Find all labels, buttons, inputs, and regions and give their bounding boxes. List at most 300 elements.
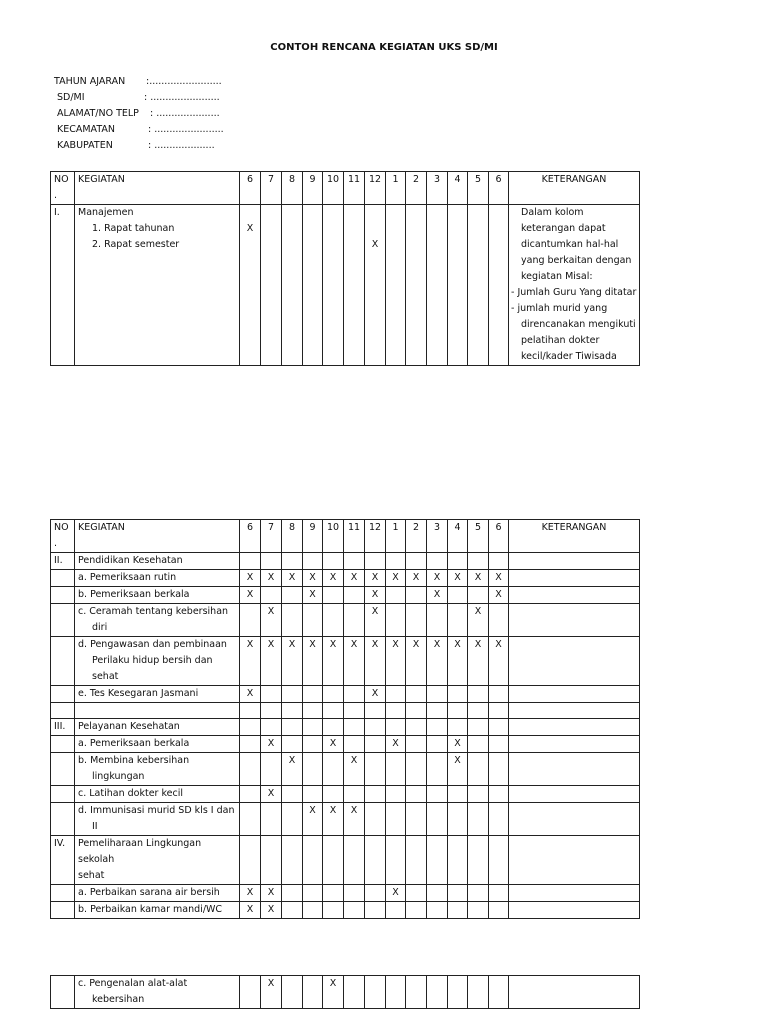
month-cell: X <box>240 902 261 919</box>
mark <box>489 221 508 237</box>
month-cell <box>282 604 303 637</box>
section-row <box>51 719 640 736</box>
row-keterangan <box>509 836 640 885</box>
month-cell <box>303 553 323 570</box>
header-month: 12 <box>365 520 386 553</box>
month-cell: X <box>240 570 261 587</box>
row-kegiatan <box>75 570 240 587</box>
row-text: a. Pemeriksaan rutin <box>78 572 177 583</box>
month-cell <box>427 902 448 919</box>
month-cell <box>406 719 427 736</box>
month-cell <box>448 902 468 919</box>
blank-line <box>468 205 488 221</box>
month-cell <box>303 753 323 786</box>
month-cell <box>468 902 489 919</box>
month-cell <box>303 719 323 736</box>
month-cell <box>261 553 282 570</box>
month-cell <box>261 836 282 885</box>
header-month: 9 <box>303 172 323 205</box>
month-cell <box>365 836 386 885</box>
month-cell <box>344 902 365 919</box>
month-cell <box>282 786 303 803</box>
mark <box>344 237 364 253</box>
row-text: b. Perbaikan kamar mandi/WC <box>78 904 223 915</box>
month-cell <box>282 553 303 570</box>
header-month: 6 <box>240 172 261 205</box>
month-cell <box>323 703 344 719</box>
header-no-dot: . <box>54 190 58 201</box>
row-text: d. Pengawasan dan pembinaan <box>78 639 227 650</box>
mark <box>448 221 467 237</box>
month-cell <box>303 836 323 885</box>
month-cell: X <box>303 803 323 836</box>
month-cell <box>448 686 468 703</box>
blank-line <box>448 205 467 221</box>
row-no <box>51 803 75 836</box>
month-cell: X <box>344 637 365 686</box>
month-cell: X <box>261 570 282 587</box>
month-cell: X <box>303 570 323 587</box>
row-keterangan <box>509 553 640 570</box>
keterangan-line: pelatihan dokter <box>521 335 600 346</box>
month-cell <box>365 803 386 836</box>
row-no: IV. <box>51 836 75 885</box>
month-cell: X <box>344 753 365 786</box>
month-cell <box>406 553 427 570</box>
month-cell <box>323 553 344 570</box>
month-cell <box>261 703 282 719</box>
month-cell <box>427 686 448 703</box>
month-cell <box>303 976 323 1009</box>
info-value: : ..................... <box>150 108 220 119</box>
table-row <box>51 976 640 1009</box>
month-cell: X <box>365 587 386 604</box>
table-row <box>51 736 640 753</box>
header-month: 12 <box>365 172 386 205</box>
month-cell <box>386 587 406 604</box>
month-cell: X <box>240 686 261 703</box>
month-cell: X <box>489 587 509 604</box>
blank-line <box>282 205 302 221</box>
month-cell <box>386 902 406 919</box>
month-cell: X <box>468 570 489 587</box>
row-kegiatan <box>75 803 240 836</box>
month-cell <box>427 604 448 637</box>
month-cell <box>365 902 386 919</box>
mark <box>303 237 322 253</box>
month-cell <box>282 836 303 885</box>
month-cell <box>344 836 365 885</box>
month-cell <box>489 719 509 736</box>
month-cell <box>365 719 386 736</box>
mark <box>282 221 302 237</box>
month-cell <box>406 902 427 919</box>
month-cell: X <box>323 803 344 836</box>
month-cell <box>386 553 406 570</box>
header-row <box>51 172 640 205</box>
month-cell <box>303 902 323 919</box>
month-cell <box>261 587 282 604</box>
month-cell <box>240 803 261 836</box>
month-cell <box>323 753 344 786</box>
mark <box>386 237 405 253</box>
blank-row <box>51 703 640 719</box>
month-cell <box>282 803 303 836</box>
month-cell <box>282 736 303 753</box>
month-cell <box>468 553 489 570</box>
month-cell <box>468 976 489 1009</box>
month-cell: X <box>427 570 448 587</box>
row-no <box>51 736 75 753</box>
row-no <box>51 786 75 803</box>
header-month: 4 <box>448 520 468 553</box>
row-kegiatan <box>75 753 240 786</box>
month-cell: X <box>323 637 344 686</box>
month-cell <box>282 587 303 604</box>
month-cell <box>240 604 261 637</box>
row-keterangan <box>509 703 640 719</box>
month-cell <box>448 205 468 366</box>
header-month: 7 <box>261 172 282 205</box>
row-no <box>51 753 75 786</box>
month-cell <box>240 976 261 1009</box>
header-month: 5 <box>468 520 489 553</box>
row-text: kebersihan <box>92 994 145 1005</box>
month-cell: X <box>282 570 303 587</box>
month-cell <box>240 703 261 719</box>
month-cell <box>489 604 509 637</box>
month-cell <box>323 786 344 803</box>
month-cell <box>406 753 427 786</box>
month-cell <box>386 703 406 719</box>
header-month: 7 <box>261 520 282 553</box>
month-cell <box>406 803 427 836</box>
row-no: III. <box>51 719 75 736</box>
header-month: 6 <box>489 172 509 205</box>
month-cell <box>365 786 386 803</box>
month-cell <box>427 753 448 786</box>
activity-table-2 <box>50 519 640 919</box>
mark <box>468 221 488 237</box>
month-cell: X <box>240 587 261 604</box>
row-kegiatan <box>75 205 240 366</box>
month-cell <box>406 205 427 366</box>
month-cell <box>489 836 509 885</box>
month-cell <box>323 836 344 885</box>
row-no: II. <box>51 553 75 570</box>
header-row <box>51 520 640 553</box>
month-cell <box>303 885 323 902</box>
mark <box>386 221 405 237</box>
month-cell <box>386 836 406 885</box>
month-cell: X <box>489 570 509 587</box>
month-cell: X <box>261 902 282 919</box>
month-cell <box>427 836 448 885</box>
month-cell: X <box>261 786 282 803</box>
header-keterangan: KETERANGAN <box>509 520 640 553</box>
month-cell <box>386 803 406 836</box>
month-cell <box>489 786 509 803</box>
month-cell <box>468 786 489 803</box>
month-cell <box>489 205 509 366</box>
row-text: a. Pemeriksaan berkala <box>78 738 190 749</box>
row-no <box>51 637 75 686</box>
month-cell: X <box>282 753 303 786</box>
row-kegiatan <box>75 976 240 1009</box>
blank-line <box>406 205 426 221</box>
blank-line <box>344 205 364 221</box>
month-cell <box>489 703 509 719</box>
header-month: 1 <box>386 520 406 553</box>
info-value: : ....................... <box>148 124 224 135</box>
month-cell <box>344 786 365 803</box>
section-row <box>51 836 640 885</box>
mark <box>303 221 322 237</box>
month-cell <box>468 753 489 786</box>
row-keterangan <box>509 570 640 587</box>
month-cell <box>386 786 406 803</box>
month-cell <box>303 786 323 803</box>
month-cell <box>468 736 489 753</box>
month-cell <box>406 686 427 703</box>
row-kegiatan <box>75 686 240 703</box>
month-cell: X <box>365 637 386 686</box>
header-month: 5 <box>468 172 489 205</box>
month-cell: X <box>261 885 282 902</box>
month-cell <box>386 719 406 736</box>
month-cell <box>489 976 509 1009</box>
month-cell <box>468 703 489 719</box>
table-row <box>51 803 640 836</box>
month-cell: X <box>344 570 365 587</box>
month-cell <box>448 703 468 719</box>
header-month: 4 <box>448 172 468 205</box>
month-cell: X <box>323 736 344 753</box>
mark <box>323 237 343 253</box>
keterangan-line: Dalam kolom <box>521 207 584 218</box>
month-cell <box>365 703 386 719</box>
row-text: II <box>92 821 98 832</box>
row-kegiatan <box>75 736 240 753</box>
month-cell: X <box>386 885 406 902</box>
month-cell: X <box>489 637 509 686</box>
row-kegiatan <box>75 703 240 719</box>
month-cell <box>282 703 303 719</box>
section-label: Manajemen <box>78 207 134 218</box>
header-month: 10 <box>323 520 344 553</box>
month-cell <box>448 885 468 902</box>
month-cell <box>468 803 489 836</box>
header-keterangan: KETERANGAN <box>509 172 640 205</box>
row-no <box>51 885 75 902</box>
mark <box>468 237 488 253</box>
row-keterangan <box>509 786 640 803</box>
header-month: 2 <box>406 520 427 553</box>
month-cell: X <box>344 803 365 836</box>
row-keterangan <box>509 736 640 753</box>
month-cell <box>282 885 303 902</box>
header-no-label: NO <box>54 522 69 533</box>
mark: X <box>246 223 254 234</box>
month-cell <box>448 786 468 803</box>
month-cell <box>282 719 303 736</box>
row-kegiatan <box>75 902 240 919</box>
month-cell: X <box>406 570 427 587</box>
row-no <box>51 902 75 919</box>
row-keterangan <box>509 753 640 786</box>
row-text: c. Ceramah tentang kebersihan <box>78 606 229 617</box>
month-cell <box>386 604 406 637</box>
table-row <box>51 205 640 366</box>
mark <box>427 221 447 237</box>
keterangan-line: yang berkaitan dengan <box>521 255 632 266</box>
month-cell <box>427 736 448 753</box>
row-kegiatan <box>75 719 240 736</box>
info-label: KECAMATAN <box>57 124 115 135</box>
month-cell <box>344 736 365 753</box>
month-cell <box>427 976 448 1009</box>
mark <box>344 221 364 237</box>
month-cell <box>303 736 323 753</box>
month-cell <box>282 205 303 366</box>
table-row <box>51 753 640 786</box>
month-cell <box>323 587 344 604</box>
header-no-dot: . <box>54 538 58 549</box>
header-month: 11 <box>344 172 365 205</box>
month-cell: X <box>406 637 427 686</box>
month-cell <box>344 976 365 1009</box>
month-cell <box>365 205 386 366</box>
keterangan-line: direncanakan mengikuti <box>521 319 636 330</box>
row-text: b. Pemeriksaan berkala <box>78 589 190 600</box>
row-keterangan <box>509 686 640 703</box>
month-cell: X <box>386 736 406 753</box>
table-row <box>51 587 640 604</box>
month-cell <box>240 836 261 885</box>
row-no <box>51 686 75 703</box>
row-text: Pemeliharaan Lingkungan sekolah <box>78 838 202 865</box>
header-month: 1 <box>386 172 406 205</box>
month-cell <box>365 753 386 786</box>
month-cell: X <box>261 637 282 686</box>
row-text: sehat <box>78 870 105 881</box>
month-cell: X <box>240 885 261 902</box>
month-cell: X <box>448 570 468 587</box>
month-cell <box>427 719 448 736</box>
month-cell <box>427 803 448 836</box>
month-cell <box>448 604 468 637</box>
month-cell <box>406 976 427 1009</box>
month-cell <box>489 902 509 919</box>
mark <box>406 221 426 237</box>
info-label: TAHUN AJARAN <box>54 76 126 87</box>
document-title: CONTOH RENCANA KEGIATAN UKS SD/MI <box>270 42 498 53</box>
month-cell: X <box>427 587 448 604</box>
month-cell <box>406 703 427 719</box>
keterangan-line: - jumlah murid yang <box>511 303 608 314</box>
month-cell <box>282 902 303 919</box>
month-cell <box>448 976 468 1009</box>
month-cell <box>427 553 448 570</box>
month-cell: X <box>303 587 323 604</box>
month-cell: X <box>386 637 406 686</box>
month-cell <box>323 686 344 703</box>
month-cell <box>344 604 365 637</box>
month-cell <box>240 553 261 570</box>
table-row <box>51 604 640 637</box>
header-no-label: NO <box>54 174 69 185</box>
table-row <box>51 885 640 902</box>
month-cell <box>427 786 448 803</box>
month-cell <box>261 686 282 703</box>
keterangan-line: - Jumlah Guru Yang ditatar <box>511 287 637 298</box>
month-cell <box>468 836 489 885</box>
blank-line <box>386 205 405 221</box>
header-no <box>51 172 75 205</box>
month-cell <box>365 976 386 1009</box>
header-month: 11 <box>344 520 365 553</box>
mark <box>448 237 467 253</box>
month-cell <box>468 686 489 703</box>
header-month: 9 <box>303 520 323 553</box>
month-cell <box>489 753 509 786</box>
month-cell <box>323 902 344 919</box>
month-cell <box>240 736 261 753</box>
month-cell <box>406 604 427 637</box>
row-keterangan <box>509 587 640 604</box>
month-cell <box>323 205 344 366</box>
row-keterangan <box>509 719 640 736</box>
mark <box>406 237 426 253</box>
header-month: 2 <box>406 172 427 205</box>
month-cell <box>386 686 406 703</box>
keterangan-line: dicantumkan hal-hal <box>521 239 619 250</box>
row-text: d. Immunisasi murid SD kls I dan <box>78 805 235 816</box>
month-cell: X <box>427 637 448 686</box>
row-keterangan <box>509 205 640 366</box>
month-cell <box>489 803 509 836</box>
row-no <box>51 570 75 587</box>
header-month: 6 <box>240 520 261 553</box>
month-cell <box>261 753 282 786</box>
mark <box>240 237 260 253</box>
keterangan-line: keterangan dapat <box>521 223 606 234</box>
month-cell <box>427 703 448 719</box>
month-cell <box>323 885 344 902</box>
row-keterangan <box>509 885 640 902</box>
row-text: lingkungan <box>92 771 145 782</box>
mark: X <box>371 239 379 250</box>
row-no <box>51 976 75 1009</box>
blank-line <box>427 205 447 221</box>
month-cell: X <box>448 753 468 786</box>
mark <box>282 237 302 253</box>
month-cell <box>365 885 386 902</box>
month-cell <box>489 736 509 753</box>
row-kegiatan <box>75 786 240 803</box>
row-text: Pelayanan Kesehatan <box>78 721 180 732</box>
month-cell: X <box>365 604 386 637</box>
month-cell: X <box>448 736 468 753</box>
row-keterangan <box>509 604 640 637</box>
row-kegiatan <box>75 587 240 604</box>
month-cell <box>344 553 365 570</box>
info-label: SD/MI <box>57 92 85 103</box>
month-cell: X <box>261 976 282 1009</box>
month-cell <box>448 836 468 885</box>
month-cell <box>365 736 386 753</box>
header-no <box>51 520 75 553</box>
